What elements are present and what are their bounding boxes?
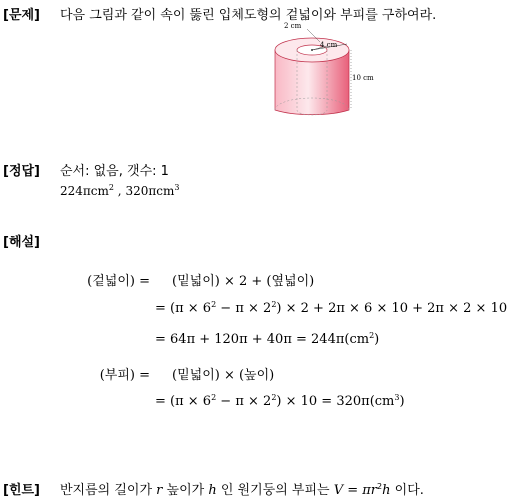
surface-area-eq2: = $(\pi \times 6^2 - \pi \times 2^2) \times 2 + 2\pi \times 6 \times 10 + 2\pi \times 2 \times 10$ — [155, 300, 508, 316]
answer-order-count: 순서: 없음, 갯수: 1 — [60, 164, 169, 179]
answer-values: 224πcm$^2$ , 320πcm$^3$ — [60, 183, 180, 198]
surface-area-eq3: = $64\pi + 120\pi + 40\pi = 244\pi(cm^2)$ — [155, 331, 380, 347]
volume-eq1: (밑넓이) × (높이) — [172, 368, 275, 383]
height-label: 10 cm — [352, 74, 374, 82]
answer-tag: [정답] — [3, 164, 40, 179]
outer-radius-label: 4 cm — [320, 41, 338, 49]
problem-tag: [문제] — [3, 8, 40, 23]
surface-area-lhs: (겉넓이) = — [87, 274, 150, 289]
volume-eq2: = $(\pi \times 6^2 - \pi \times 2^2) \times 10 = 320\pi(cm^3)$ — [155, 393, 405, 409]
hint-tag: [힌트] — [3, 483, 40, 498]
problem-text: 다음 그림과 같이 속이 뚫린 입체도형의 겉넓이와 부피를 구하여라. — [60, 8, 437, 23]
volume-lhs: (부피) = — [99, 368, 150, 383]
solution-tag: [해설] — [3, 235, 40, 250]
inner-radius-label: 2 cm — [284, 22, 302, 30]
hint-text: 반지름의 길이가 r 높이가 h 인 원기둥의 부피는 $V = \pi r^2h$ 이다. — [60, 482, 424, 498]
surface-area-eq1: (밑넓이) × 2 + (옆넓이) — [172, 274, 315, 289]
